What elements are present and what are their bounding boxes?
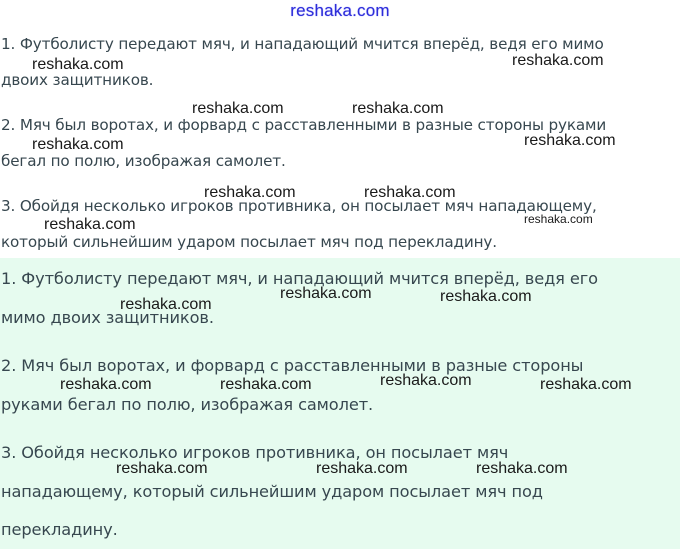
answer-line: перекладину. [1, 520, 118, 539]
watermark: reshaka.com [116, 460, 208, 477]
site-logo[interactable]: reshaka.com [290, 1, 390, 20]
watermark: reshaka.com [352, 100, 444, 117]
answer-line: 1. Футболисту передают мяч, и нападающий мчится вперёд, ведя его [1, 269, 598, 288]
watermark: reshaka.com [44, 216, 136, 233]
question-line: 2. Мяч был воротах, и форвард с расставленными в разные стороны руками [1, 116, 607, 134]
answer-line: 3. Обойдя несколько игроков противника, он посылает мяч [1, 443, 509, 462]
watermark: reshaka.com [60, 376, 152, 393]
watermark: reshaka.com [192, 100, 284, 117]
watermark: reshaka.com [280, 285, 372, 302]
question-line: двоих защитников. [1, 71, 154, 89]
watermark: reshaka.com [540, 376, 632, 393]
watermark: reshaka.com [524, 212, 593, 226]
question-line: бегал по полю, изображая самолет. [1, 152, 286, 170]
watermark: reshaka.com [364, 184, 456, 201]
answer-line: нападающему, который сильнейшим ударом посылает мяч под [1, 482, 543, 501]
watermark: reshaka.com [120, 296, 212, 313]
answer-line: руками бегал по полю, изображая самолет. [1, 395, 374, 414]
watermark: reshaka.com [204, 184, 296, 201]
watermark: reshaka.com [220, 376, 312, 393]
watermark: reshaka.com [524, 132, 616, 149]
question-line: 3. Обойдя несколько игроков противника, он посылает мяч нападающему, [1, 197, 597, 215]
watermark: reshaka.com [440, 288, 532, 305]
answer-line: мимо двоих защитников. [1, 308, 214, 327]
watermark: reshaka.com [32, 136, 124, 153]
watermark: reshaka.com [380, 372, 472, 389]
question-line: 1. Футболисту передают мяч, и нападающий мчится вперёд, ведя его мимо [1, 35, 604, 53]
watermark: reshaka.com [32, 56, 124, 73]
watermark: reshaka.com [476, 460, 568, 477]
question-line: который сильнейшим ударом посылает мяч под перекладину. [1, 233, 497, 251]
watermark: reshaka.com [316, 460, 408, 477]
answer-line: 2. Мяч был воротах, и форвард с расставленными в разные стороны [1, 356, 584, 375]
watermark: reshaka.com [512, 52, 604, 69]
